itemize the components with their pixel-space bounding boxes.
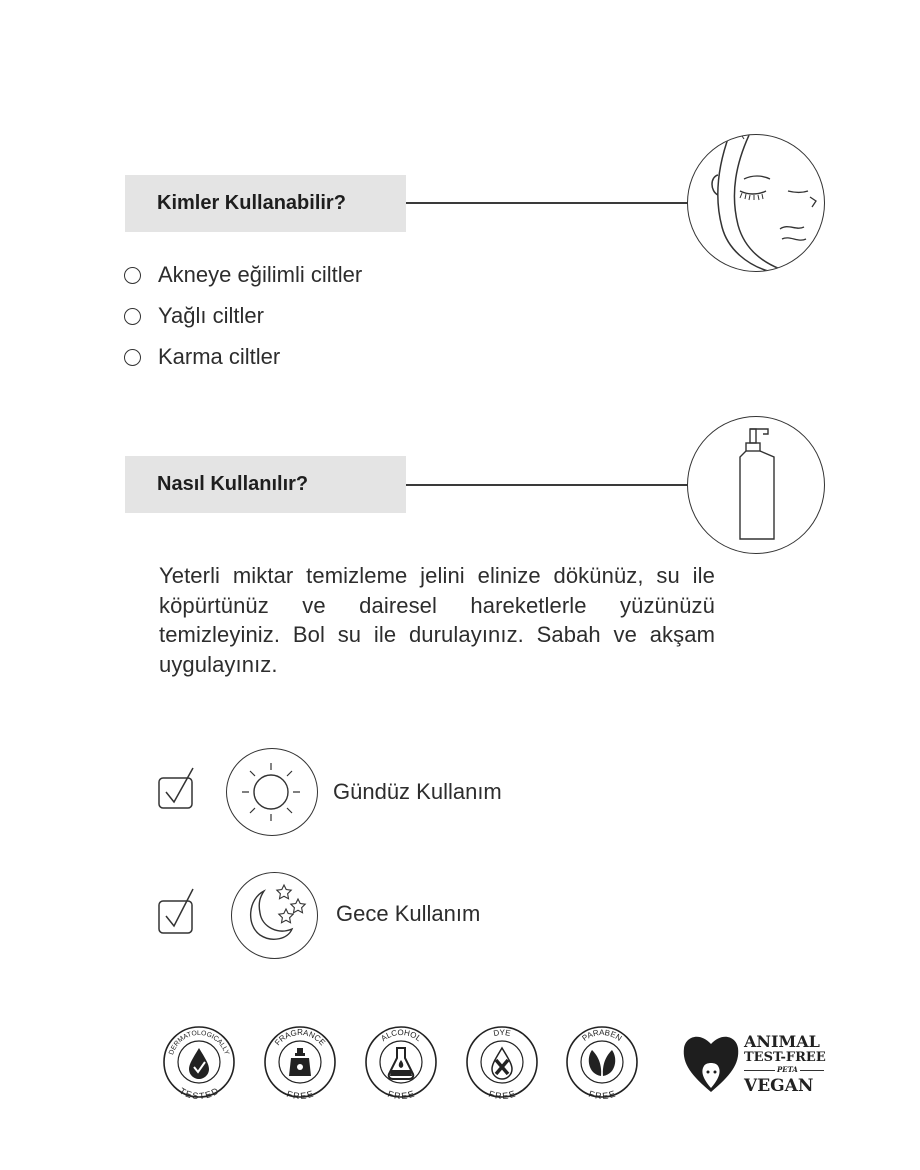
radio-circle-icon [124,349,141,366]
badge-leaf [565,1025,639,1099]
badge-top-text: FRAGRANCE [272,1028,328,1048]
radio-circle-icon [124,267,141,284]
moon-stars-icon [231,872,318,959]
badge-top-text: ALCOHOL [379,1027,423,1044]
day-usage-label: Gündüz Kullanım [333,779,502,804]
list-item [124,343,280,371]
section-how-header [125,456,406,513]
usage-instructions: Yeterli miktar temizleme jelini elinize dökünüz, su ile köpürtünüz ve dairesel hareketlerle yüzünüzü temizleyiniz. Bol su ile durulayınız. Sabah ve akşam uygulayınız. [159,563,715,677]
vegan-logo-line1: ANIMAL [744,1032,820,1051]
list-item [124,261,362,289]
checkbox-checked-icon [157,887,197,935]
badge-drop-check [162,1025,236,1099]
divider-line [406,202,688,204]
badge-bottom-text: FREE [487,1088,517,1099]
bunny-heart-icon [680,1028,742,1096]
badge-flask [364,1025,438,1099]
badge-bottom-text: FREE [285,1088,315,1099]
perfume-bottle-icon [289,1048,311,1076]
list-item-label: Karma ciltler [158,344,281,369]
drop-check-icon [189,1048,209,1079]
flask-icon [389,1048,414,1079]
badge-x-drop [465,1025,539,1099]
pump-bottle-icon [687,416,825,554]
leaf-icon [589,1050,615,1076]
section-who-title: Kimler Kullanabilir? [157,192,346,214]
badge-perfume-bottle [263,1025,337,1099]
sun-icon [226,748,318,836]
vegan-logo-line3: VEGAN [744,1076,814,1096]
night-usage-label: Gece Kullanım [336,901,481,926]
badge-bottom-text: FREE [587,1088,617,1099]
list-item-label: Akneye eğilimli ciltler [158,262,363,287]
badge-bottom-text: FREE [386,1088,416,1099]
x-drop-icon [492,1048,512,1079]
section-how-title: Nasıl Kullanılır? [157,473,309,495]
vegan-logo-small: PETA [777,1065,798,1074]
checkbox-checked-icon [157,766,197,812]
divider-line [406,484,688,486]
list-item-label: Yağlı ciltler [158,303,264,328]
face-icon [687,134,825,272]
badge-top-text: DYE [492,1027,512,1039]
badge-bottom-text: TESTED [177,1085,221,1099]
badge-top-text: PARABEN [580,1027,624,1043]
vegan-logo-line2: TEST-FREE [744,1050,826,1065]
list-item [124,302,264,330]
section-who-header [125,175,406,232]
radio-circle-icon [124,308,141,325]
badge-top-text: DERMATOLOGICALLY [168,1029,230,1056]
